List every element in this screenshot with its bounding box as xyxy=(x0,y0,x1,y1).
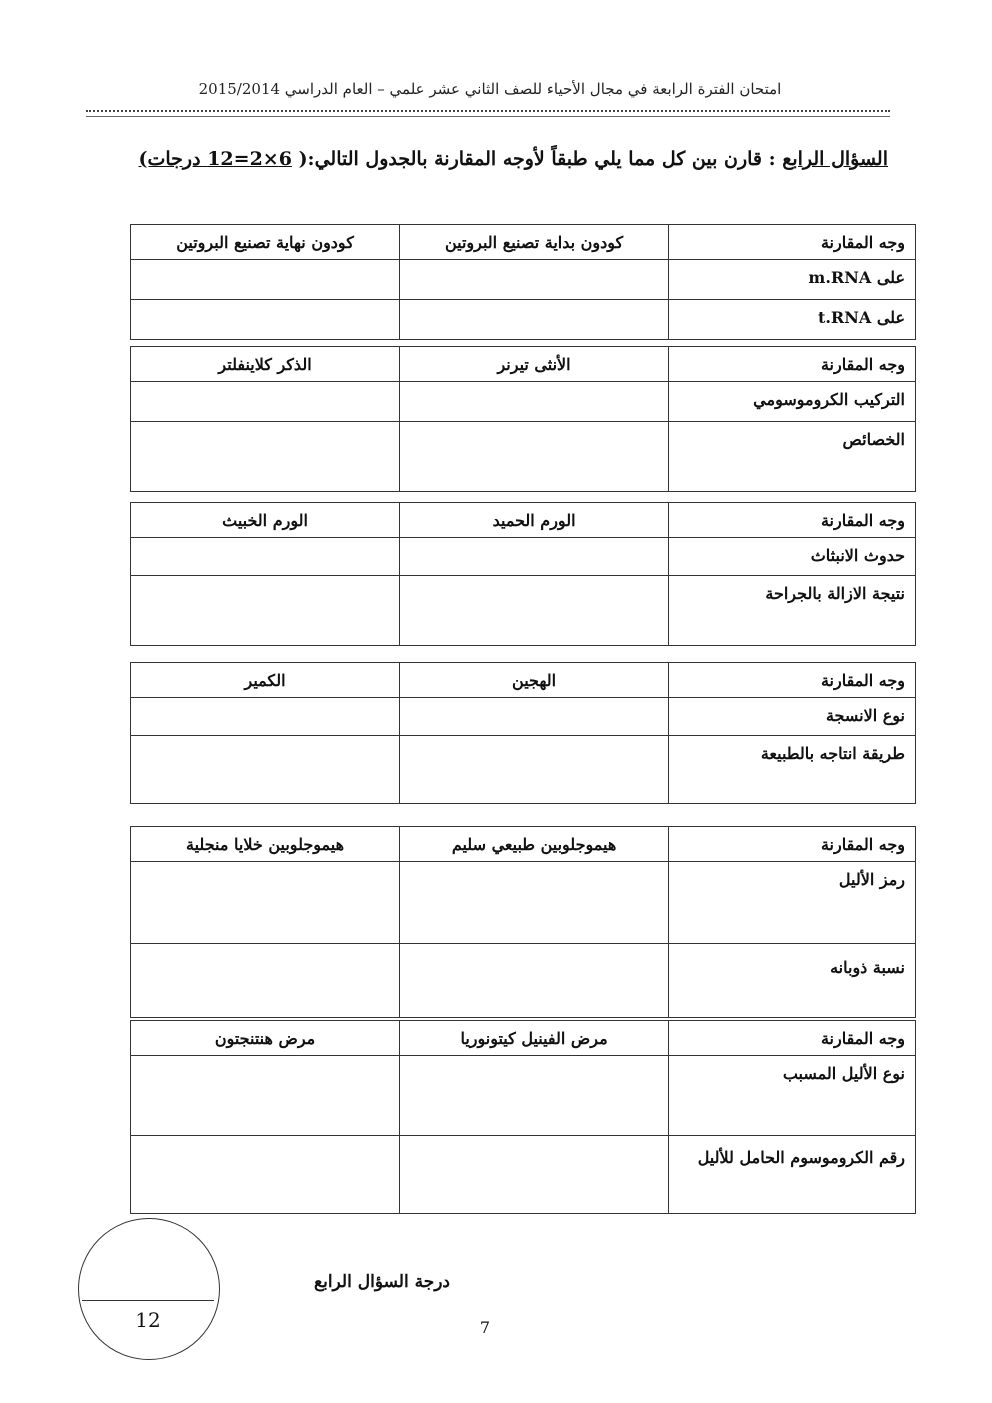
answer-cell[interactable] xyxy=(400,538,669,576)
answer-cell[interactable] xyxy=(131,1056,400,1136)
row-label: رمز الأليل xyxy=(669,862,916,944)
table-row xyxy=(131,382,916,422)
comparison-table-turner-klinefelter xyxy=(130,346,916,492)
row-label: الخصائص xyxy=(669,422,916,492)
answer-cell[interactable] xyxy=(400,422,669,492)
column-header-a: هيموجلوبين طبيعي سليم xyxy=(400,827,669,862)
answer-cell[interactable] xyxy=(131,260,400,300)
answer-cell[interactable] xyxy=(131,538,400,576)
answer-cell[interactable] xyxy=(131,382,400,422)
table-header-row xyxy=(131,225,916,260)
row-label: طريقة انتاجه بالطبيعة xyxy=(669,736,916,804)
answer-cell[interactable] xyxy=(400,944,669,1018)
comparison-aspect-header: وجه المقارنة xyxy=(669,225,916,260)
score-total: 12 xyxy=(135,1308,161,1332)
answer-cell[interactable] xyxy=(400,1056,669,1136)
comparison-table-hybrid-chimera xyxy=(130,662,916,804)
score-divider xyxy=(82,1300,214,1301)
question-label: السؤال الرابع xyxy=(782,148,888,170)
column-header-b: كودون نهاية تصنيع البروتين xyxy=(131,225,400,260)
answer-cell[interactable] xyxy=(131,736,400,804)
column-header-a: مرض الفينيل كيتونوريا xyxy=(400,1021,669,1056)
answer-cell[interactable] xyxy=(131,1136,400,1214)
score-circle xyxy=(78,1218,220,1360)
answer-cell[interactable] xyxy=(131,698,400,736)
table-header-row xyxy=(131,1021,916,1056)
answer-cell[interactable] xyxy=(400,382,669,422)
comparison-aspect-header: وجه المقارنة xyxy=(669,1021,916,1056)
answer-cell[interactable] xyxy=(131,862,400,944)
table-row xyxy=(131,944,916,1018)
column-header-a: الهجين xyxy=(400,663,669,698)
column-header-b: هيموجلوبين خلايا منجلية xyxy=(131,827,400,862)
answer-cell[interactable] xyxy=(400,300,669,340)
answer-cell[interactable] xyxy=(131,576,400,646)
column-header-a: الورم الحميد xyxy=(400,503,669,538)
comparison-aspect-header: وجه المقارنة xyxy=(669,347,916,382)
comparison-table-tumors xyxy=(130,502,916,646)
question-marks: 6×2=12 درجات) xyxy=(138,148,292,170)
row-label: نوع الانسجة xyxy=(669,698,916,736)
exam-header: امتحان الفترة الرابعة في مجال الأحياء للصف الثاني عشر علمي – العام الدراسي 2015/2014 xyxy=(198,80,782,98)
table-header-row xyxy=(131,827,916,862)
table-row xyxy=(131,538,916,576)
answer-cell[interactable] xyxy=(131,300,400,340)
column-header-a: الأنثى تيرنر xyxy=(400,347,669,382)
comparison-aspect-header: وجه المقارنة xyxy=(669,827,916,862)
comparison-table-hemoglobin xyxy=(130,826,916,1018)
table-row xyxy=(131,300,916,340)
answer-cell[interactable] xyxy=(131,422,400,492)
table-header-row xyxy=(131,503,916,538)
table-row xyxy=(131,576,916,646)
comparison-table-codons xyxy=(130,224,916,340)
header-divider xyxy=(86,110,890,117)
comparison-aspect-header: وجه المقارنة xyxy=(669,663,916,698)
row-label: على m.RNA xyxy=(669,260,916,300)
answer-cell[interactable] xyxy=(400,698,669,736)
row-label: على t.RNA xyxy=(669,300,916,340)
table-row xyxy=(131,862,916,944)
row-label: نسبة ذوبانه xyxy=(669,944,916,1018)
answer-cell[interactable] xyxy=(400,862,669,944)
comparison-table-pku-huntington xyxy=(130,1020,916,1214)
column-header-a: كودون بداية تصنيع البروتين xyxy=(400,225,669,260)
table-row xyxy=(131,1056,916,1136)
column-header-b: مرض هنتنجتون xyxy=(131,1021,400,1056)
page-number: 7 xyxy=(479,1318,491,1337)
question-prompt xyxy=(118,148,888,170)
table-row xyxy=(131,422,916,492)
table-header-row xyxy=(131,347,916,382)
answer-cell[interactable] xyxy=(400,1136,669,1214)
column-header-b: الذكر كلاينفلتر xyxy=(131,347,400,382)
question-text: : قارن بين كل مما يلي طبقاً لأوجه المقارنة بالجدول التالي:( xyxy=(291,148,783,170)
answer-cell[interactable] xyxy=(400,260,669,300)
row-label: نتيجة الازالة بالجراحة xyxy=(669,576,916,646)
table-row xyxy=(131,260,916,300)
column-header-b: الكمير xyxy=(131,663,400,698)
score-label: درجة السؤال الرابع xyxy=(314,1272,450,1292)
row-label: نوع الأليل المسبب xyxy=(669,1056,916,1136)
table-row xyxy=(131,1136,916,1214)
column-header-b: الورم الخبيث xyxy=(131,503,400,538)
row-label: حدوث الانبثاث xyxy=(669,538,916,576)
comparison-aspect-header: وجه المقارنة xyxy=(669,503,916,538)
row-label: رقم الكروموسوم الحامل للأليل xyxy=(669,1136,916,1214)
answer-cell[interactable] xyxy=(400,736,669,804)
row-label: التركيب الكروموسومي xyxy=(669,382,916,422)
table-header-row xyxy=(131,663,916,698)
answer-cell[interactable] xyxy=(400,576,669,646)
table-row xyxy=(131,698,916,736)
table-row xyxy=(131,736,916,804)
answer-cell[interactable] xyxy=(131,944,400,1018)
